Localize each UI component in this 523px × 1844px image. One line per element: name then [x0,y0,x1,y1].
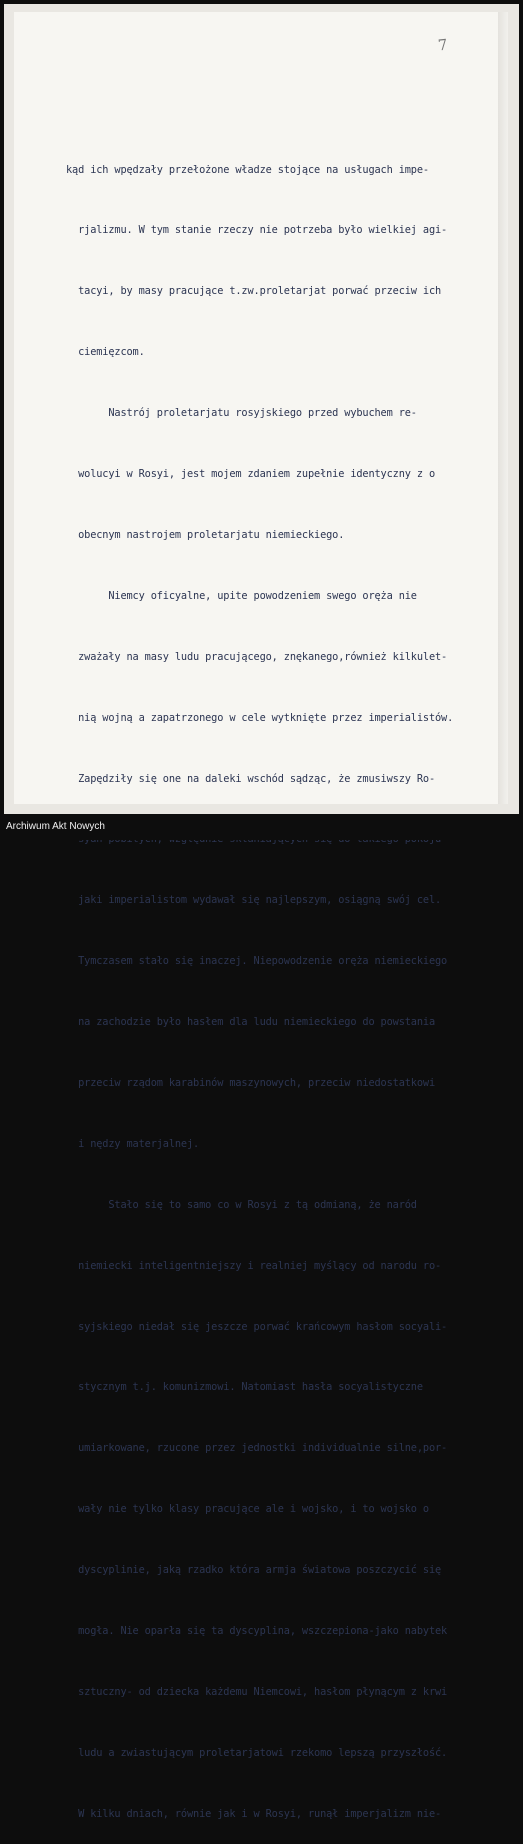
page-number: 7 [437,35,449,55]
text-line: wały nie tylko klasy pracujące ale i wojsko, i to wojsko o [66,1503,429,1516]
text-line: wolucyi w Rosyi, jest mojem zdaniem zupełnie identyczny z o [66,468,436,481]
text-line: syjskiego niedał się jeszcze porwać krańcowym hasłom socyali- [66,1320,448,1333]
typewritten-text [66,119,486,1844]
text-line: mogła. Nie oparła się ta dyscyplina, wszczepiona-jako nabytek [66,1624,448,1637]
text-line: Tymczasem stało się inaczej. Niepowodzenie oręża niemieckiego [66,955,448,968]
text-line: niemiecki inteligentniejszy i realniej myślący od narodu ro- [66,1259,442,1272]
text-line: tacyi, by masy pracujące t.zw.proletarjat porwać przeciw ich [66,285,442,298]
text-line: ludu a zwiastującym proletarjatowi rzekomo lepszą przyszłość. [66,1746,448,1759]
text-line: sztuczny- od dziecka każdemu Niemcowi, hasłom płynącym z krwi [66,1685,448,1698]
text-line: dyscyplinie, jaką rzadko która armja światowa poszczycić się [66,1564,442,1577]
text-line: umiarkowane, rzucone przez jednostki individualnie silne,por- [66,1442,448,1455]
text-line: kąd ich wpędzały przełożone władze stojące na usługach impe- [66,163,429,176]
text-line: na zachodzie było hasłem dla ludu niemieckiego do powstania [66,1016,436,1029]
page-edge [498,12,508,804]
text-line: Niemcy oficyalne, upite powodzeniem swego oręża nie [66,589,417,602]
text-line: ciemięzcom. [66,346,145,359]
text-line: Nastrój proletarjatu rosyjskiego przed wybuchem re- [66,407,417,420]
text-line: stycznym t.j. komunizmowi. Natomiast hasła socyalistyczne [66,1381,423,1394]
text-line: W kilku dniach, równie jak i w Rosyi, runął imperjalizm nie- [66,1807,442,1820]
text-line: nią wojną a zapatrzonego w cele wytknięte przez imperialistów. [66,711,454,724]
text-line: Zapędziły się one na daleki wschód sądząc, że zmusiwszy Ro- [66,772,436,785]
text-line: jaki imperialistom wydawał się najlepszym, osiągną swój cel. [66,894,442,907]
archive-label: Archiwum Akt Nowych [6,821,105,832]
text-line: Stało się to samo co w Rosyi z tą odmianą, że naród [66,1198,417,1211]
text-line: i nędzy materjalnej. [66,1137,200,1150]
text-line: przeciw rządom karabinów maszynowych, przeciw niedostatkowi [66,1076,436,1089]
text-line: rjalizmu. W tym stanie rzeczy nie potrzeba było wielkiej agi- [66,224,448,237]
footer-bar [0,814,523,840]
text-line: zważały na masy ludu pracującego, znękanego,również kilkulet- [66,650,448,663]
text-line: obecnym nastrojem proletarjatu niemieckiego. [66,528,345,541]
